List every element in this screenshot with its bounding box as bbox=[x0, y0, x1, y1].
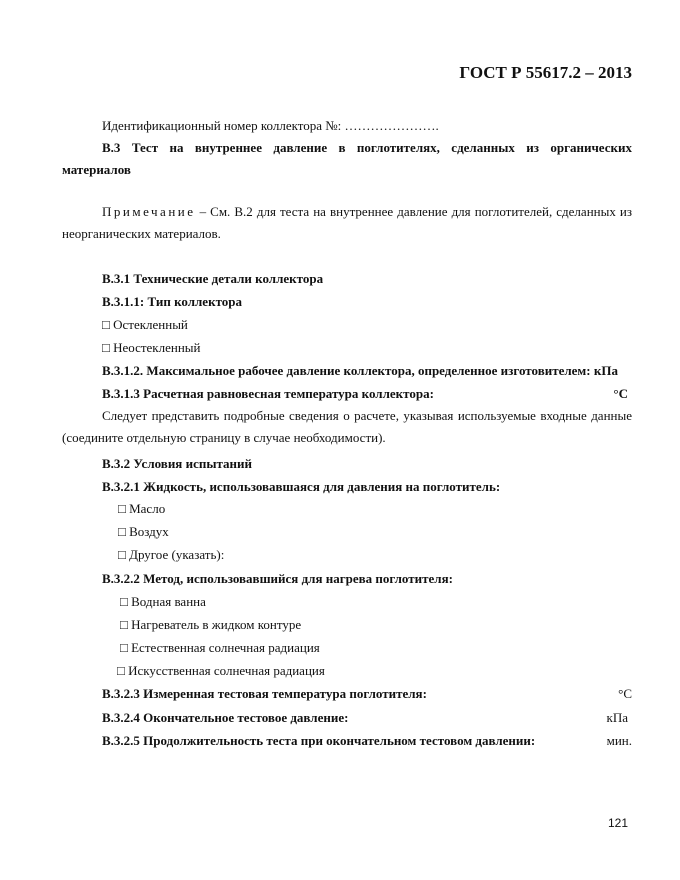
option-glazed: □ Остекленный bbox=[102, 317, 188, 332]
standard-header: ГОСТ Р 55617.2 – 2013 bbox=[459, 63, 632, 82]
fluid-air: □ Воздух bbox=[118, 524, 169, 539]
section-b311-heading: В.3.1.1: Тип коллектора bbox=[102, 294, 243, 309]
section-b322-heading: В.3.2.2 Метод, использовавшийся для нагрева поглотителя: bbox=[102, 571, 453, 586]
section-b324: В.3.2.4 Окончательное тестовое давление: bbox=[102, 710, 349, 725]
b324-unit: кПа bbox=[606, 710, 628, 725]
section-b3-title: В.3 Тест на внутреннее давление в поглотителях, сделанных из органических материалов bbox=[62, 140, 632, 177]
method-heater: □ Нагреватель в жидком контуре bbox=[120, 617, 302, 632]
section-b31-heading: В.3.1 Технические детали коллектора bbox=[102, 271, 324, 286]
option-unglazed: □ Неостекленный bbox=[102, 340, 201, 355]
method-water-bath: □ Водная ванна bbox=[120, 594, 206, 609]
section-b321-heading: В.3.2.1 Жидкость, использовавшаяся для давления на поглотитель: bbox=[102, 479, 501, 494]
section-b313: В.3.1.3 Расчетная равновесная температура коллектора: bbox=[102, 386, 434, 401]
details-paragraph: Следует представить подробные сведения о расчете, указывая используемые входные данные (соедините отдельную страницу в случае необходимости). bbox=[62, 408, 632, 445]
note-text: – См. В.2 для теста на внутреннее давление для поглотителей, сделанных из неорганических материалов. bbox=[62, 204, 632, 241]
fluid-oil: □ Масло bbox=[118, 501, 166, 516]
b325-unit: мин. bbox=[606, 733, 632, 748]
method-natural-solar: □ Естественная солнечная радиация bbox=[120, 640, 320, 655]
b323-unit: °С bbox=[618, 686, 632, 701]
section-b325: В.3.2.5 Продолжительность теста при окончательном тестовом давлении: bbox=[102, 733, 536, 748]
section-b3-note bbox=[62, 201, 632, 245]
note-label: Примечание bbox=[102, 204, 196, 219]
section-b32-heading: В.3.2 Условия испытаний bbox=[102, 456, 253, 471]
fluid-other: □ Другое (указать): bbox=[118, 547, 225, 562]
page-number: 121 bbox=[607, 816, 628, 830]
method-artificial-solar: □ Искусственная солнечная радиация bbox=[117, 663, 325, 678]
section-b323: В.3.2.3 Измеренная тестовая температура поглотителя: bbox=[102, 686, 427, 701]
b313-unit: °С bbox=[613, 386, 628, 401]
collector-id-line: Идентификационный номер коллектора №: …………………. bbox=[102, 118, 439, 133]
section-b312: В.3.1.2. Максимальное рабочее давление коллектора, определенное изготовителем: кПа bbox=[102, 363, 618, 378]
